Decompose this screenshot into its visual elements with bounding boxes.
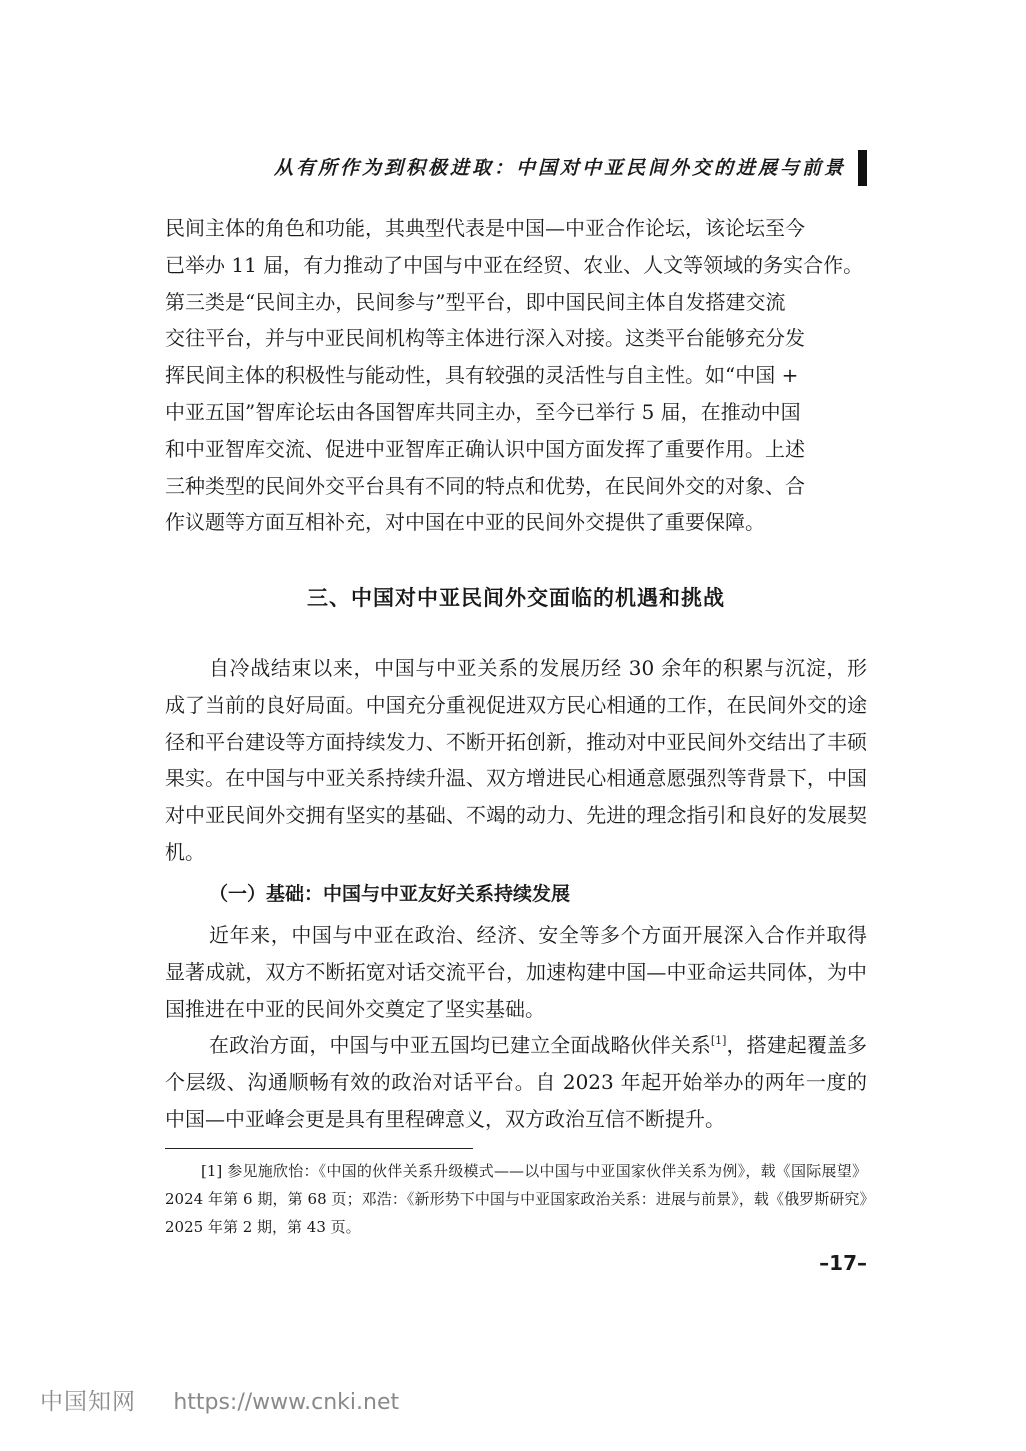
- watermark-url[interactable]: https://www.cnki.net: [173, 1390, 400, 1415]
- text-line: 和中亚智库交流、促进中亚智库正确认识中国方面发挥了重要作用。上述: [165, 436, 805, 461]
- text-line: 已举办 11 届，有力推动了中国与中亚在经贸、农业、人文等领域的务实合作。: [165, 252, 864, 277]
- running-header: 从有所作为到积极进取：中国对中亚民间外交的进展与前景: [273, 157, 846, 179]
- section-heading: 三、中国对中亚民间外交面临的机遇和挑战: [307, 586, 725, 610]
- text-line: 三种类型的民间外交平台具有不同的特点和优势，在民间外交的对象、合: [165, 473, 805, 498]
- subsection-heading: （一）基础：中国与中亚友好关系持续发展: [209, 883, 571, 905]
- subsection-body: [165, 917, 867, 1138]
- paragraph-text: 自冷战结束以来，中国与中亚关系的发展历经 30 余年的积累与沉淀，形成了当前的良好局面。中国充分重视促进双方民心相通的工作，在民间外交的途径和平台建设等方面持续发力、不断开拓创新，推动对中亚民间外交结出了丰硕果实。在中国与中亚关系持续升温、双方增进民心相通意愿强烈等背景下，中国对中亚民间外交拥有坚实的基础、不竭的动力、先进的理念指引和良好的发展契机。: [165, 656, 867, 864]
- intro-paragraph: [165, 210, 867, 541]
- text-line: 第三类是“民间主办，民间参与”型平台，即中国民间主体自发搭建交流: [165, 289, 786, 314]
- text-line: 交往平台，并与中亚民间机构等主体进行深入对接。这类平台能够充分发: [165, 326, 805, 351]
- text-line: 挥民间主体的积极性与能动性，具有较强的灵活性与自主性。如“中国 +: [165, 363, 799, 388]
- paragraph-text: ，搭建起覆盖多个层级、沟通顺畅有效的政治对话平台。自 2023 年起开始举办的两年一度的中国—中亚峰会更是具有里程碑意义，双方政治互信不断提升。: [165, 1033, 868, 1131]
- watermark: [40, 1384, 399, 1421]
- text-line: 民间主体的角色和功能，其典型代表是中国—中亚合作论坛，该论坛至今: [165, 216, 805, 240]
- paragraph-text: 在政治方面，中国与中亚五国均已建立全面战略伙伴关系: [209, 1033, 711, 1058]
- footnote: [1] 参见施欣怡：《中国的伙伴关系升级模式——以中国与中亚国家伙伴关系为例》，载《国际展望》2024 年第 6 期，第 68 页；邓浩：《新形势下中国与中亚国家政治关系：进展与前景》，载《俄罗斯研究》2025 年第 2 期，第 43 页。: [165, 1162, 867, 1236]
- text-line: 中亚五国”智库论坛由各国智库共同主办，至今已举行 5 届，在推动中国: [165, 399, 801, 424]
- footnote-divider: [165, 1148, 473, 1149]
- watermark-brand: 中国知网: [40, 1389, 136, 1415]
- section-paragraph: [165, 650, 867, 871]
- page-number: –17–: [819, 1251, 867, 1275]
- paragraph-text: 近年来，中国与中亚在政治、经济、安全等多个方面开展深入合作并取得显著成就，双方不断拓宽对话交流平台，加速构建中国—中亚命运共同体，为中国推进在中亚的民间外交奠定了坚实基础。: [165, 923, 867, 1021]
- footnote-reference[interactable]: [1]: [710, 1034, 727, 1048]
- paragraph-with-footnote: [165, 1027, 867, 1137]
- text-line: 作议题等方面互相补充，对中国在中亚的民间外交提供了重要保障。: [165, 510, 765, 535]
- header-bar: [858, 150, 867, 186]
